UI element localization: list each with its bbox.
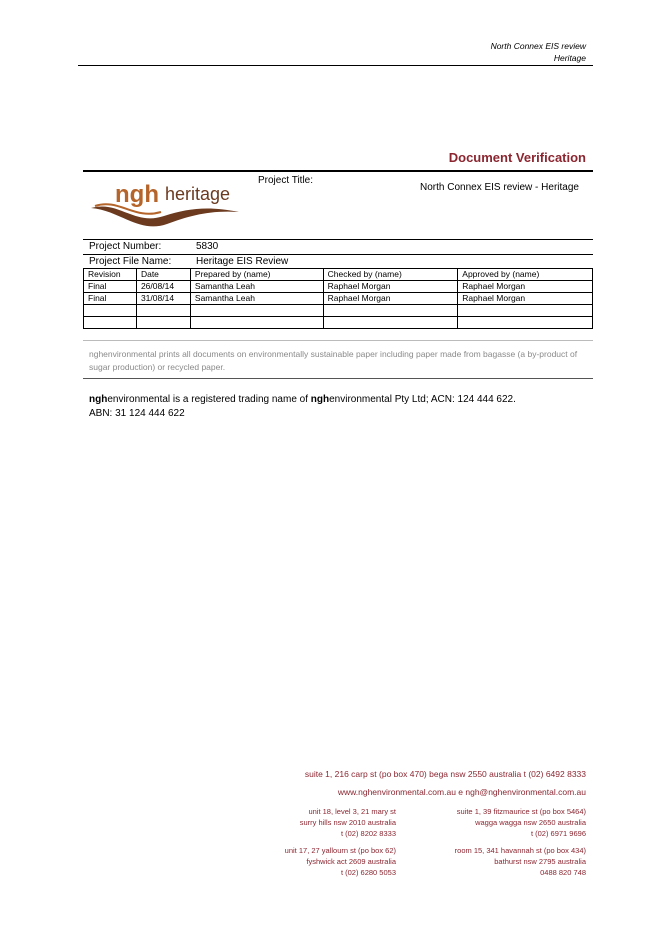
office-line: surry hills nsw 2010 australia <box>299 818 396 827</box>
office-fyshwick <box>285 845 396 878</box>
office-bathurst <box>455 845 586 878</box>
table-row <box>84 317 593 329</box>
table-row <box>84 305 593 317</box>
column-header: Approved by (name) <box>458 269 593 281</box>
ngh-bold: ngh <box>89 394 108 405</box>
column-header: Prepared by (name) <box>190 269 323 281</box>
prepared-cell: Samantha Leah <box>190 281 323 293</box>
table-row <box>84 293 593 305</box>
column-header: Checked by (name) <box>323 269 458 281</box>
document-title: Document Verification <box>448 150 586 165</box>
logo-ngh-text: ngh <box>115 181 159 208</box>
revision-table <box>83 268 593 329</box>
trading-name-line <box>89 393 516 407</box>
office-line: 0488 820 748 <box>540 868 586 877</box>
project-number-label: Project Number: <box>89 241 162 252</box>
trade-text-2: environmental Pty Ltd; ACN: 124 444 622. <box>329 394 516 405</box>
office-wagga-wagga <box>457 806 586 839</box>
office-line: unit 17, 27 yallourn st (po box 62) <box>284 846 396 855</box>
project-file-label: Project File Name: <box>89 256 172 267</box>
header-title: North Connex EIS review <box>490 41 586 51</box>
trade-text-1: environmental is a registered trading name of <box>107 394 311 405</box>
verification-top-rule <box>83 170 593 172</box>
office-surry-hills <box>300 806 396 839</box>
project-title-label: Project Title: <box>258 175 314 186</box>
approved-cell <box>458 305 593 317</box>
checked-cell <box>323 317 458 329</box>
approved-cell <box>458 317 593 329</box>
prepared-cell <box>190 305 323 317</box>
checked-cell: Raphael Morgan <box>323 293 458 305</box>
abn-line: ABN: 31 124 444 622 <box>89 408 185 419</box>
note-top-rule <box>83 340 593 341</box>
footer-web-email: www.nghenvironmental.com.au e ngh@nghenvironmental.com.au <box>337 787 586 797</box>
date-cell <box>136 305 190 317</box>
office-line: suite 1, 39 fitzmaurice st (po box 5464) <box>456 807 586 816</box>
note-bottom-rule <box>83 378 593 379</box>
project-file-row <box>83 254 593 269</box>
header-subtitle: Heritage <box>553 53 586 63</box>
revision-cell <box>84 305 137 317</box>
trading-name-statement <box>89 393 516 421</box>
logo-wave-icon <box>91 206 239 226</box>
project-number-value: 5830 <box>196 241 219 252</box>
header-rule <box>78 65 593 66</box>
office-line: t (02) 8202 8333 <box>340 829 396 838</box>
revision-cell <box>84 317 137 329</box>
checked-cell: Raphael Morgan <box>323 281 458 293</box>
office-line: t (02) 6280 5053 <box>340 868 396 877</box>
revision-cell: Final <box>84 293 137 305</box>
date-cell: 31/08/14 <box>136 293 190 305</box>
office-line: t (02) 6971 9696 <box>530 829 586 838</box>
project-file-value: Heritage EIS Review <box>196 256 289 267</box>
paper-note: nghenvironmental prints all documents on environmentally sustainable paper including paper made from bagasse (a by-product of sugar production) or recycled paper. <box>89 349 578 372</box>
table-row <box>84 281 593 293</box>
office-line: wagga wagga nsw 2650 australia <box>475 818 586 827</box>
ngh-bold: ngh <box>310 394 330 405</box>
footer-main-address: suite 1, 216 carp st (po box 470) bega nsw 2550 australia t (02) 6492 8333 <box>304 769 586 779</box>
project-title-value: North Connex EIS review - Heritage <box>420 182 579 193</box>
date-cell <box>136 317 190 329</box>
revision-header-row <box>84 269 593 281</box>
prepared-cell: Samantha Leah <box>190 293 323 305</box>
column-header: Revision <box>84 269 137 281</box>
approved-cell: Raphael Morgan <box>458 281 593 293</box>
revision-cell: Final <box>84 281 137 293</box>
running-header <box>491 40 586 64</box>
office-line: fyshwick act 2609 australia <box>306 857 396 866</box>
checked-cell <box>323 305 458 317</box>
prepared-cell <box>190 317 323 329</box>
approved-cell: Raphael Morgan <box>458 293 593 305</box>
office-line: unit 18, level 3, 21 mary st <box>308 807 396 816</box>
project-number-row <box>83 239 593 254</box>
column-header: Date <box>136 269 190 281</box>
logo-heritage-text: heritage <box>165 184 231 204</box>
date-cell: 26/08/14 <box>136 281 190 293</box>
office-line: room 15, 341 havannah st (po box 434) <box>454 846 586 855</box>
ngh-heritage-logo <box>89 176 249 236</box>
office-line: bathurst nsw 2795 australia <box>494 857 586 866</box>
